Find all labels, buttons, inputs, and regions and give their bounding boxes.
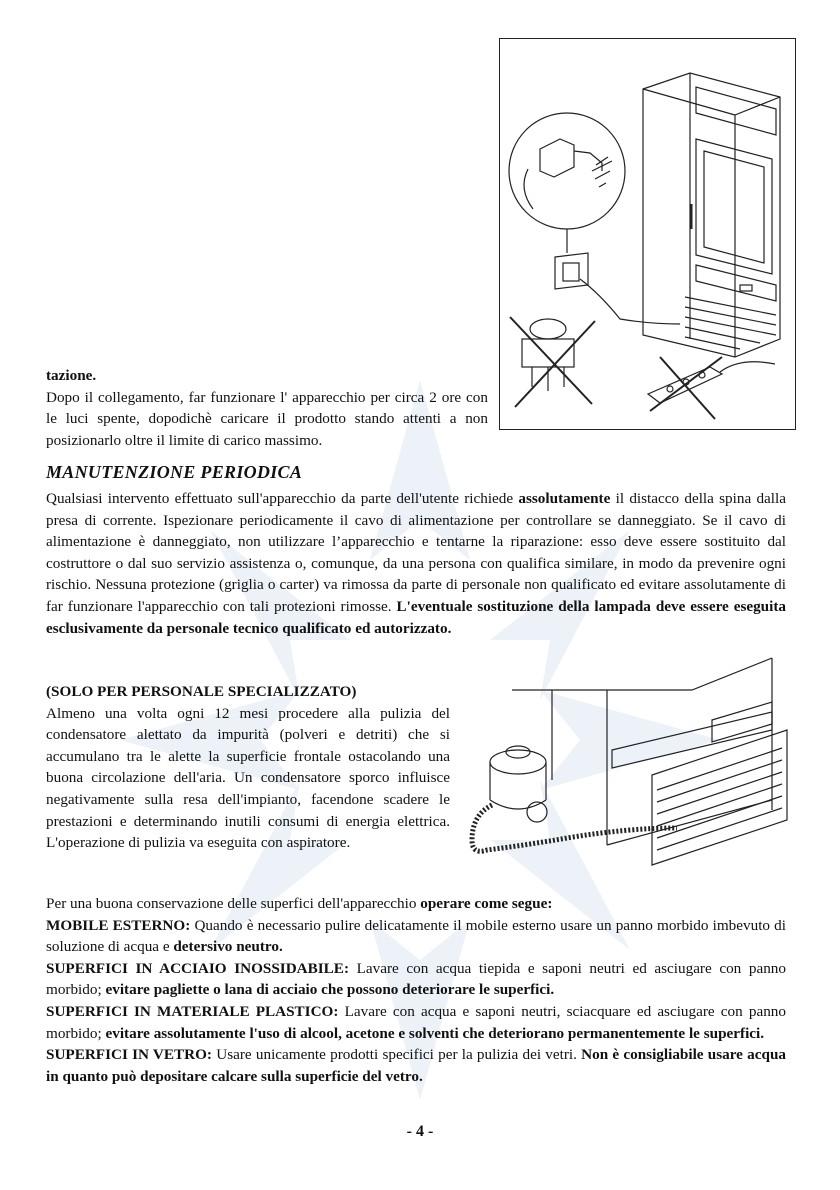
page-number: - 4 -	[406, 1123, 434, 1140]
stainless-steel-text: Lavare con acqua tiepida e saponi neutri ed asciugare con panno morbido;	[46, 959, 786, 999]
stainless-steel-emphasis: evitare pagliette o lana di acciaio che possono deteriorare le superfici.	[105, 981, 555, 999]
glass-label: SUPERFICI IN VETRO:	[46, 1046, 212, 1064]
glass-item	[46, 1044, 786, 1087]
glass-text: Usare unicamente prodotti specifici per la pulizia dei vetri.	[212, 1046, 582, 1064]
plastic-text: Lavare con acqua e saponi neutri, sciacquare ed asciugare con panno morbido;	[46, 1002, 786, 1042]
stainless-steel-item	[46, 958, 786, 1001]
plastic-label: SUPERFICI IN MATERIALE PLASTICO:	[46, 1002, 339, 1020]
maintenance-text-1: Qualsiasi intervento effettuato sull'apparecchio da parte dell'utente richiede	[46, 490, 519, 507]
maintenance-title: MANUTENZIONE PERIODICA	[46, 462, 303, 482]
installation-continuation	[46, 365, 488, 451]
specialist-text: Almeno una volta ogni 12 mesi procedere alla pulizia del condensatore alettato da impurità (polveri e detriti) che si accumulano tra le alette la superficie frontale ostacolando una buona circolazione dell'aria. Un condensatore sporco influisce negativamente sulla resa dell'impianto, facendone scadere le prestazioni e determinando inutili consumi di energia elettrica. L'operazione di pulizia va eseguita con aspiratore.	[46, 704, 450, 852]
surfaces-intro	[46, 893, 786, 915]
mobile-esterno-item	[46, 915, 786, 958]
plastic-emphasis: evitare assolutamente l'uso di alcool, acetone e solventi che deteriorano permanentemente le superfici.	[105, 1024, 765, 1042]
maintenance-emphasis: assolutamente	[518, 490, 611, 507]
plastic-item	[46, 1001, 786, 1044]
maintenance-text-2: il distacco della spina dalla presa di corrente. Ispezionare periodicamente il cavo di alimentazione per controllare se danneggiato. Se il cavo di alimentazione è danneggiato, non utilizzare l’apparecchio e tentarne la riparazione: esso deve essere sostituito dal costruttore o dal suo servizio assistenza o, comunque, da una persona con qualifica similare, in modo da prevenire ogni rischio. Nessuna protezione (griglia o carter) va rimossa da parte di personale non qualificato ed evitare assolutamente di far funzionare l'apparecchio con tali protezioni rimosse.	[46, 490, 786, 615]
mobile-esterno-label: MOBILE ESTERNO:	[46, 916, 191, 934]
mobile-esterno-text: Quando è necessario pulire delicatamente il mobile esterno usare un panno morbido imbevuto di soluzione di acqua e	[46, 916, 786, 956]
specialist-heading: (SOLO PER PERSONALE SPECIALIZZATO)	[46, 683, 357, 700]
glass-emphasis: Non è consigliabile usare acqua in quanto può depositare calcare sulla superficie del vetro.	[46, 1046, 786, 1085]
surfaces-section	[46, 893, 786, 1087]
lamp-replacement-warning: L'eventuale sostituzione della lampada deve essere eseguita esclusivamente da personale tecnico qualificato ed autorizzato.	[46, 597, 786, 637]
specialist-section	[46, 681, 450, 854]
refrigerator-plug-illustration	[500, 39, 795, 429]
plug-installation-figure	[499, 38, 796, 430]
stainless-steel-label: SUPERFICI IN ACCIAIO INOSSIDABILE:	[46, 959, 349, 977]
section-heading-fragment: tazione.	[46, 367, 97, 384]
mobile-esterno-emphasis: detersivo neutro.	[173, 938, 283, 956]
maintenance-paragraph	[46, 488, 786, 639]
surfaces-intro-emphasis: operare come segue:	[420, 895, 553, 912]
condenser-cleaning-illustration	[462, 650, 792, 875]
installation-text: Dopo il collegamento, far funzionare l' apparecchio per circa 2 ore con le luci spente, dopodichè caricare il prodotto stando attenti a non posizionarlo oltre il limite di carico massimo.	[46, 388, 488, 449]
surfaces-intro-text: Per una buona conservazione delle superfici dell'apparecchio	[46, 895, 421, 912]
